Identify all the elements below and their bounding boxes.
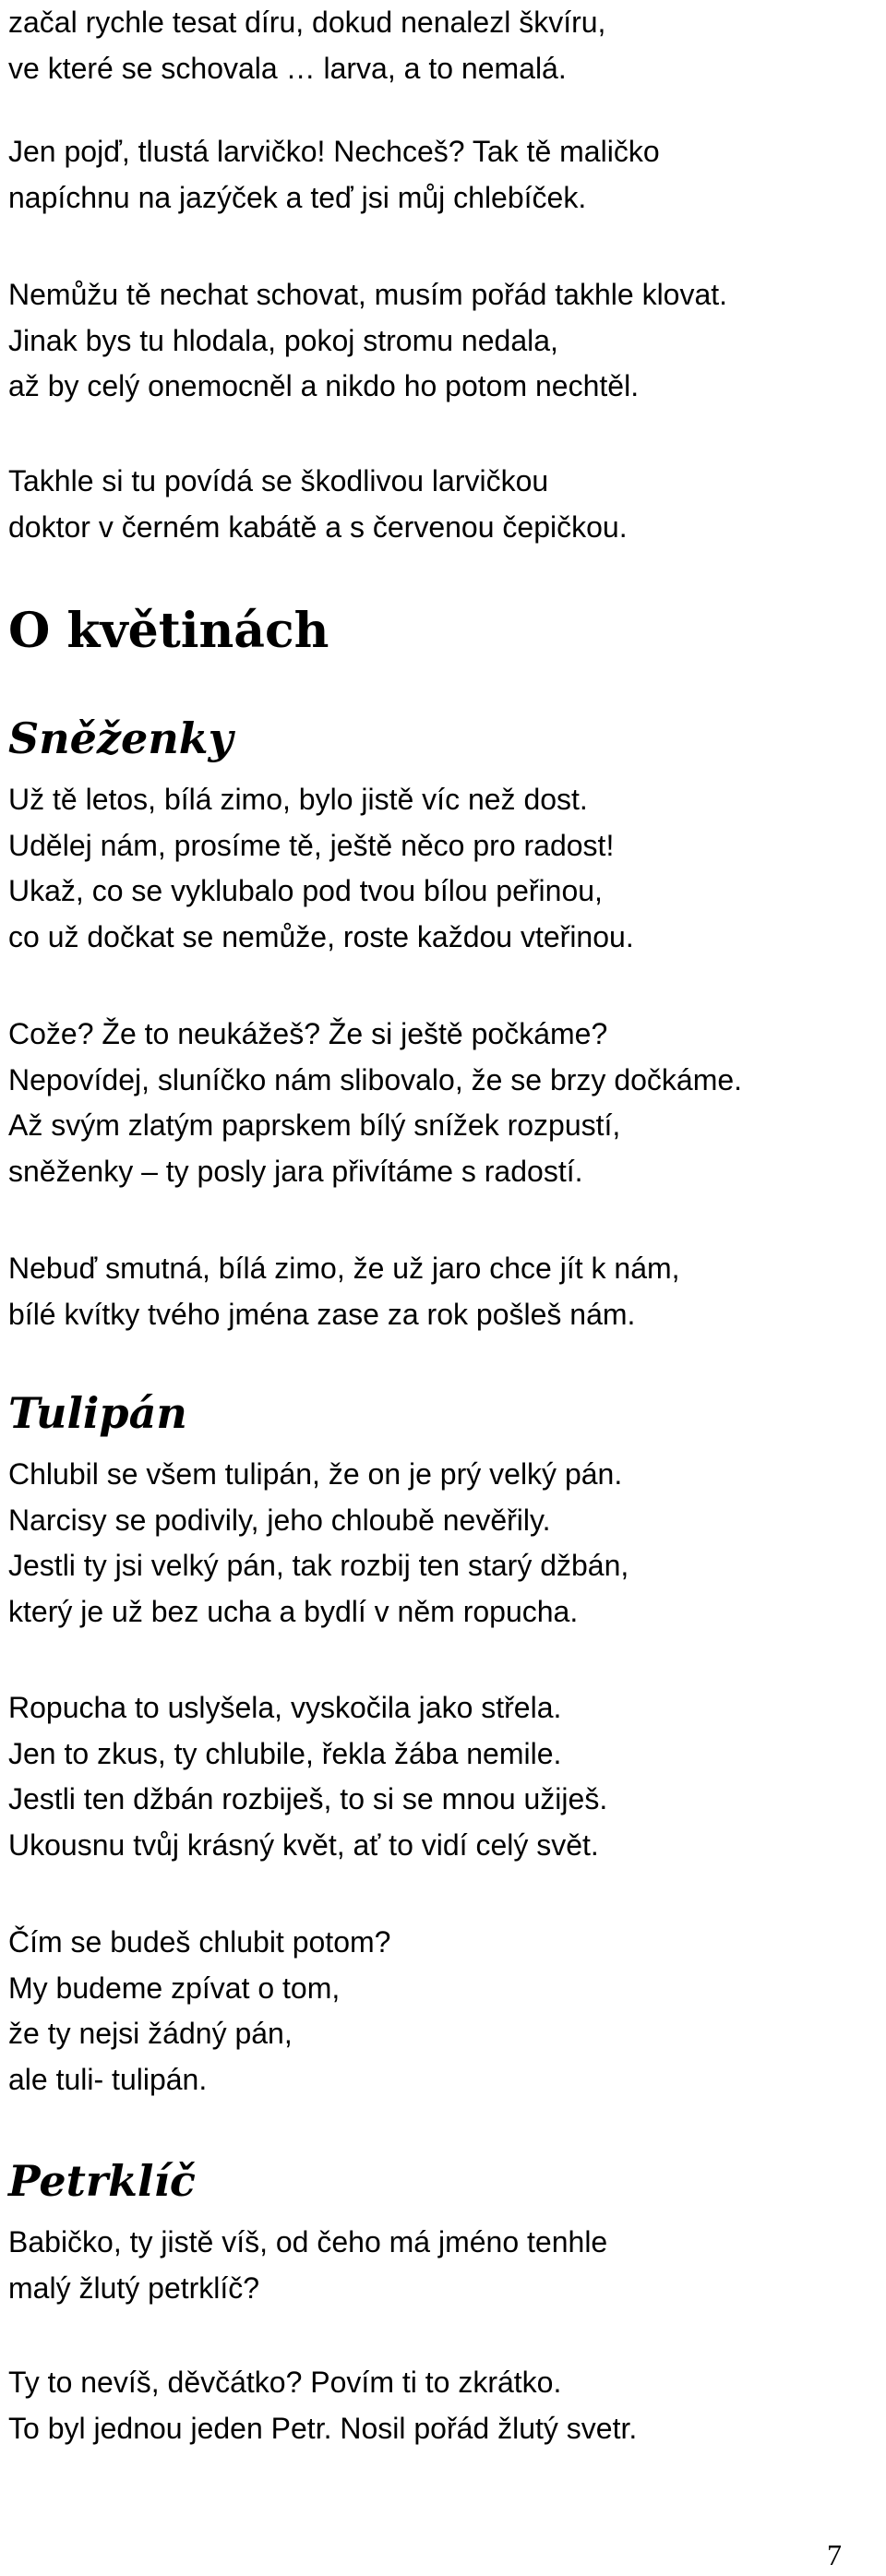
poem-line: který je už bez ucha a bydlí v něm ropucha. [8,1594,579,1628]
tulipan-stanza-1 [8,1452,868,1635]
poem-line: bílé kvítky tvého jména zase za rok pošleš nám. [8,1297,636,1331]
petrklic-stanza-1 [8,2220,868,2311]
poem-line: Nemůžu tě nechat schovat, musím pořád takhle klovat. [8,278,728,311]
intro-stanza-2 [8,129,868,221]
poem-line: Jen to zkus, ty chlubile, řekla žába nemile. [8,1736,562,1770]
snezenky-stanza-3 [8,1246,868,1337]
snezenky-stanza-1 [8,777,868,960]
poem-line: Ty to nevíš, děvčátko? Povím ti to zkrátko. [8,2366,562,2399]
intro-stanza-1 [8,0,868,91]
snezenky-stanza-2 [8,1012,868,1194]
poem-line: co už dočkat se nemůže, roste každou vteřinou. [8,919,634,953]
poem-line: My budeme zpívat o tom, [8,1971,341,2005]
poem-line: Už tě letos, bílá zimo, bylo jistě víc než dost. [8,783,588,816]
poem-line: doktor v černém kabátě a s červenou čepičkou. [8,509,628,544]
poem-title-tulipan: Tulipán [8,1388,187,1438]
poem-line: Jestli ty jsi velký pán, tak rozbij ten starý džbán, [8,1549,629,1582]
poem-line: Jen pojď, tlustá larvičko! Nechceš? Tak tě maličko [8,135,660,168]
petrklic-stanza-2 [8,2360,868,2451]
poem-line: Chlubil se všem tulipán, že on je prý velký pán. [8,1457,623,1491]
poem-line: Nepovídej, sluníčko nám slibovalo, že se brzy dočkáme. [8,1062,743,1096]
poem-line: ale tuli- tulipán. [8,2062,208,2096]
tulipan-stanza-2 [8,1685,868,1868]
poem-line: Ropucha to uslyšela, vyskočila jako střela. [8,1691,562,1724]
poem-line: Ukousnu tvůj krásný květ, ať to vidí celý svět. [8,1827,599,1862]
poem-line: sněženky – ty posly jara přivítáme s radostí. [8,1154,583,1188]
poem-line: začal rychle tesat díru, dokud nenalezl škvíru, [8,6,606,39]
poem-title-petrklic: Petrklíč [8,2156,196,2206]
poem-line: malý žlutý petrklíč? [8,2270,260,2305]
poem-line: Narcisy se podivily, jeho chloubě nevěřily. [8,1503,551,1537]
poem-line: že ty nejsi žádný pán, [8,2017,293,2050]
intro-stanza-4 [8,459,868,550]
page-number: 7 [827,2538,842,2571]
poem-line: Čím se budeš chlubit potom? [8,1925,391,1959]
poem-line: až by celý onemocněl a nikdo ho potom nechtěl. [8,369,640,402]
poem-line: Udělej nám, prosíme tě, ještě něco pro radost! [8,828,615,862]
tulipan-stanza-3 [8,1920,868,2103]
poem-line: Ukaž, co se vyklubalo pod tvou bílou peřinou, [8,874,603,907]
poem-line: Babičko, ty jistě víš, od čeho má jméno tenhle [8,2225,608,2258]
poem-line: Až svým zlatým paprskem bílý snížek rozpustí, [8,1108,621,1142]
poem-line: Cože? Že to neukážeš? Že si ještě počkáme? [8,1017,608,1050]
poem-line: To byl jednou jeden Petr. Nosil pořád žlutý svetr. [8,2411,638,2445]
poem-line: Takhle si tu povídá se škodlivou larvičkou [8,464,549,497]
poem-line: Jinak bys tu hlodala, pokoj stromu nedala, [8,323,558,357]
poem-line: Jestli ten džbán rozbiješ, to si se mnou užiješ. [8,1782,608,1815]
poem-line: Nebuď smutná, bílá zimo, že už jaro chce jít k nám, [8,1252,680,1285]
intro-stanza-3 [8,272,868,410]
poem-line: napíchnu na jazýček a teď jsi můj chlebíček. [8,180,587,214]
poem-line: ve které se schovala … larva, a to nemalá. [8,51,567,85]
poem-title-snezenky: Sněženky [8,713,233,763]
section-heading: O květinách [8,603,329,659]
